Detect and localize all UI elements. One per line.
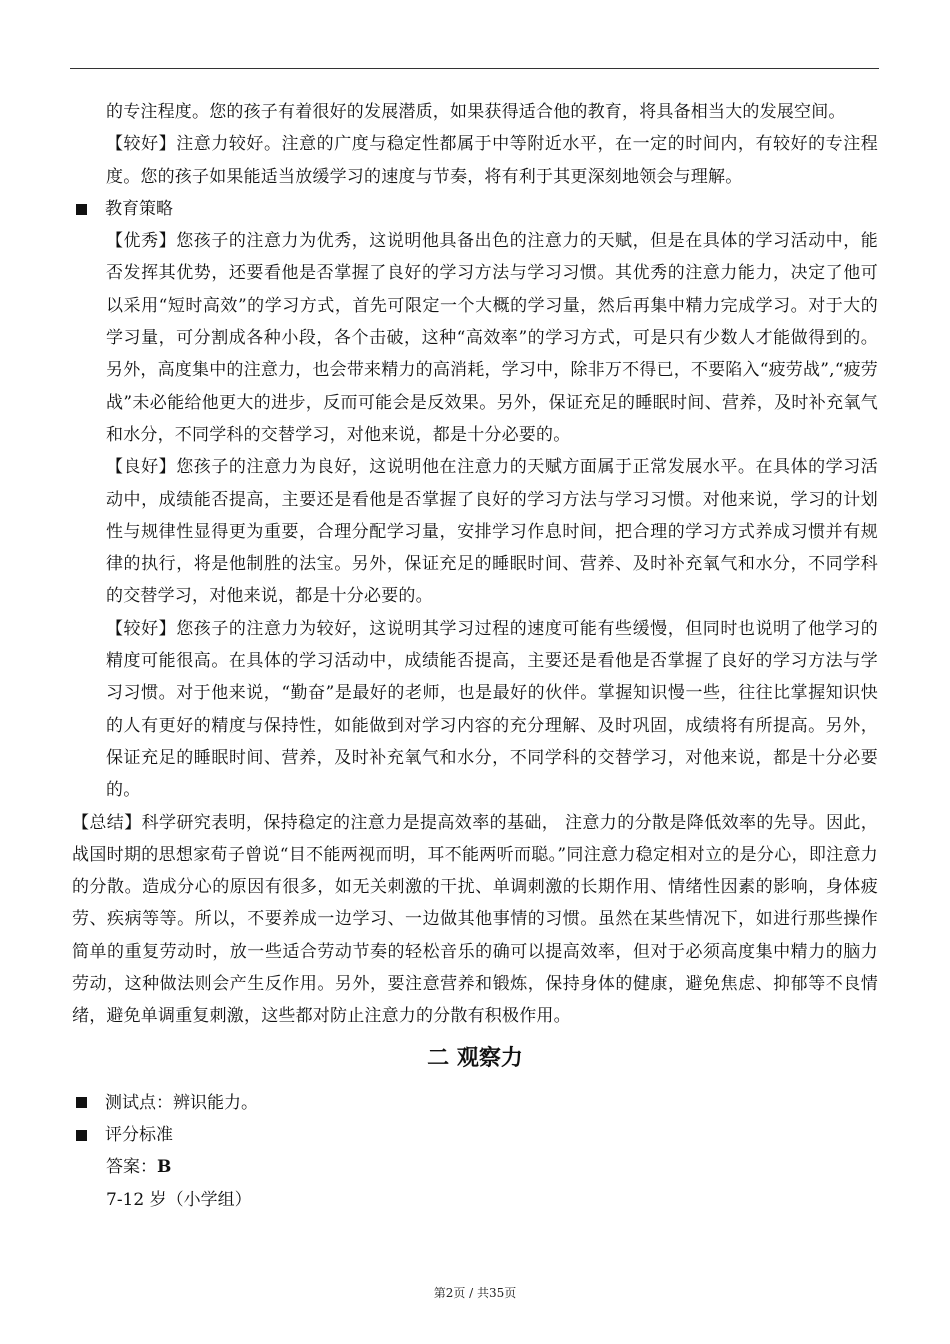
age-group-line: 7-12 岁（小学组） — [106, 1189, 252, 1210]
attention-level-good-paragraph: 【较好】注意力较好。注意的广度与稳定性都属于中等附近水平，在一定的时间内，有较好的专注程度。您的孩子如果能适当放缓学习的速度与节奏，将有利于其更深刻地领会与理解。 — [106, 134, 878, 187]
page-footer: 第2页 / 共35页 — [433, 1286, 517, 1300]
square-bullet-icon — [76, 204, 87, 215]
header-rule — [70, 68, 879, 69]
answer-label: 答案： — [106, 1157, 157, 1178]
strategy-heading: 教育策略 — [105, 198, 173, 219]
continued-paragraph: 的专注程度。您的孩子有着很好的发展潜质，如果获得适合他的教育，将具备相当大的发展空间。 — [106, 102, 846, 122]
answer-line — [72, 1151, 878, 1183]
strategy-fine-paragraph: 【良好】您孩子的注意力为良好，这说明他在注意力的天赋方面属于正常发展水平。在具体的学习活动中，成绩能否提高，主要还是看他是否掌握了良好的学习方法与学习习惯。对他来说，学习的计划性与规律性显得更为重要，合理分配学习量，安排学习作息时间，把合理的学习方式养成习惯并有规律的执行，将是他制胜的法宝。另外，保证充足的睡眠时间、营养、及时补充氧气和水分，不同学科的交替学习，对他来说，都是十分必要的。 — [106, 457, 878, 607]
square-bullet-icon — [76, 1097, 87, 1108]
test-point-row — [72, 1087, 878, 1119]
summary-paragraph: 【总结】科学研究表明，保持稳定的注意力是提高效率的基础， 注意力的分散是降低效率的先导。因此，战国时期的思想家荀子曾说“目不能两视而明，耳不能两听而聪。”同注意力稳定相对立的是分心，即注意力的分散。造成分心的原因有很多，如无关刺激的干扰、单调刺激的长期作用、情绪性因素的影响，身体疲劳、疾病等等。所以，不要养成一边学习、一边做其他事情的习惯。虽然在某些情况下，如进行那些操作简单的重复劳动时，放一些适合劳动节奏的轻松音乐的确可以提高效率，但对于必须高度集中精力的脑力劳动，这种做法则会产生反作用。另外，要注意营养和锻炼，保持身体的健康，避免焦虑、抑郁等不良情绪，避免单调重复刺激，这些都对防止注意力的分散有积极作用。 — [72, 812, 878, 1027]
test-point-text: 测试点：辨识能力。 — [105, 1092, 258, 1113]
scoring-heading-row — [72, 1119, 878, 1151]
strategy-excellent-paragraph: 【优秀】您孩子的注意力为优秀，这说明他具备出色的注意力的天赋，但是在具体的学习活动中，能否发挥其优势，还要看他是否掌握了良好的学习方法与学习习惯。其优秀的注意力能力，决定了他可以采用“短时高效”的学习方式，首先可限定一个大概的学习量，然后再集中精力完成学习。对于大的学习量，可分割成各种小段，各个击破，这种“高效率”的学习方式，可是只有少数人才能做得到的。另外，高度集中的注意力，也会带来精力的高消耗，学习中，除非万不得已，不要陷入“疲劳战”,“疲劳战”未必能给他更大的进步，反而可能会是反效果。另外，保证充足的睡眠时间、营养，及时补充氧气和水分，不同学科的交替学习，对他来说，都是十分必要的。 — [106, 231, 878, 445]
section-title: 二 观察力 — [427, 1045, 523, 1071]
strategy-heading-row — [72, 193, 878, 225]
answer-value: B — [157, 1157, 172, 1178]
strategy-good-paragraph: 【较好】您孩子的注意力为较好，这说明其学习过程的速度可能有些缓慢，但同时也说明了他学习的精度可能很高。在具体的学习活动中，成绩能否提高，主要还是看他是否掌握了良好的学习方法与学习习惯。对于他来说，“勤奋”是最好的老师，也是最好的伙伴。掌握知识慢一些，往往比掌握知识快的人有更好的精度与保持性，如能做到对学习内容的充分理解、及时巩固，成绩将有所提高。另外，保证充足的睡眠时间、营养，及时补充氧气和水分，不同学科的交替学习，对他来说，都是十分必要的。 — [106, 618, 878, 801]
scoring-heading: 评分标准 — [105, 1124, 173, 1145]
square-bullet-icon — [76, 1130, 87, 1141]
document-body — [72, 96, 878, 1216]
